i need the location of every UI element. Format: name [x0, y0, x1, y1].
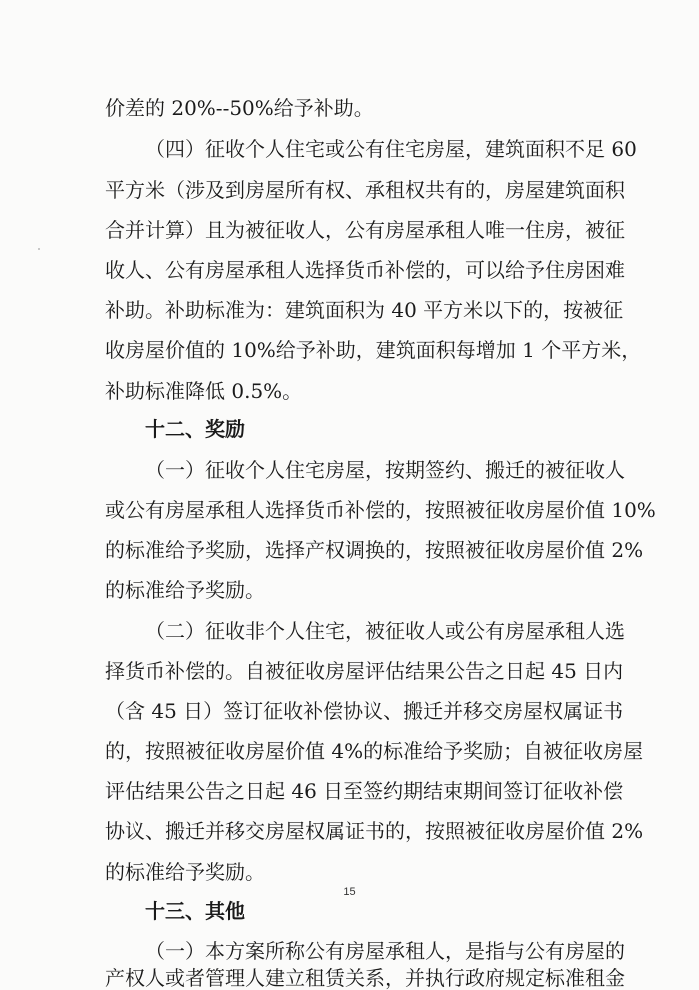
page-number: 15 — [343, 886, 356, 898]
body-text-line: （二）征收非个人住宅，被征收人或公有房屋承租人选 — [145, 619, 625, 643]
body-text-line: 的标准给予奖励。 — [105, 578, 265, 602]
body-text-line: （四）征收个人住宅或公有住宅房屋，建筑面积不足 60 — [145, 137, 637, 161]
section-heading-rewards: 十二、奖励 — [145, 417, 245, 441]
body-text-line: 合并计算）且为被征收人，公有房屋承租人唯一住房，被征 — [105, 218, 625, 242]
body-text-line: 评估结果公告之日起 46 日至签约期结束期间签订征收补偿 — [105, 779, 624, 803]
body-text-line: 收人、公有房屋承租人选择货币补偿的，可以给予住房困难 — [105, 258, 625, 282]
body-text-line: 的标准给予奖励，选择产权调换的，按照被征收房屋价值 2% — [105, 538, 644, 562]
body-text-line: 的标准给予奖励。 — [105, 860, 265, 884]
body-text-line: （一）本方案所称公有房屋承租人，是指与公有房屋的 — [145, 939, 625, 963]
body-text-line: （含 45 日）签订征收补偿协议、搬迁并移交房屋权属证书 — [105, 699, 624, 723]
body-text-line: （一）征收个人住宅房屋，按期签约、搬迁的被征收人 — [145, 458, 625, 482]
body-text-line: 补助标准降低 0.5%。 — [105, 379, 303, 403]
body-text-line: 补助。补助标准为：建筑面积为 40 平方米以下的，按被征 — [105, 298, 624, 322]
body-text-line: 价差的 20%--50%给予补助。 — [105, 96, 374, 120]
body-text-line: 的，按照被征收房屋价值 4%的标准给予奖励；自被征收房屋 — [105, 739, 644, 763]
body-text-line: 择货币补偿的。自被征收房屋评估结果公告之日起 45 日内 — [105, 659, 624, 683]
body-text-line: 收房屋价值的 10%给予补助，建筑面积每增加 1 个平方米， — [105, 338, 642, 362]
section-heading-other: 十三、其他 — [145, 899, 245, 923]
body-text-line: 平方米（涉及到房屋所有权、承租权共有的，房屋建筑面积 — [105, 178, 625, 202]
body-text-line: 或公有房屋承租人选择货币补偿的，按照被征收房屋价值 10% — [105, 498, 656, 522]
body-text-line: 协议、搬迁并移交房屋权属证书的，按照被征收房屋价值 2% — [105, 819, 644, 843]
body-text-line: 产权人或者管理人建立租赁关系，并执行政府规定标准租金 — [105, 966, 625, 990]
scan-speck — [38, 248, 40, 250]
